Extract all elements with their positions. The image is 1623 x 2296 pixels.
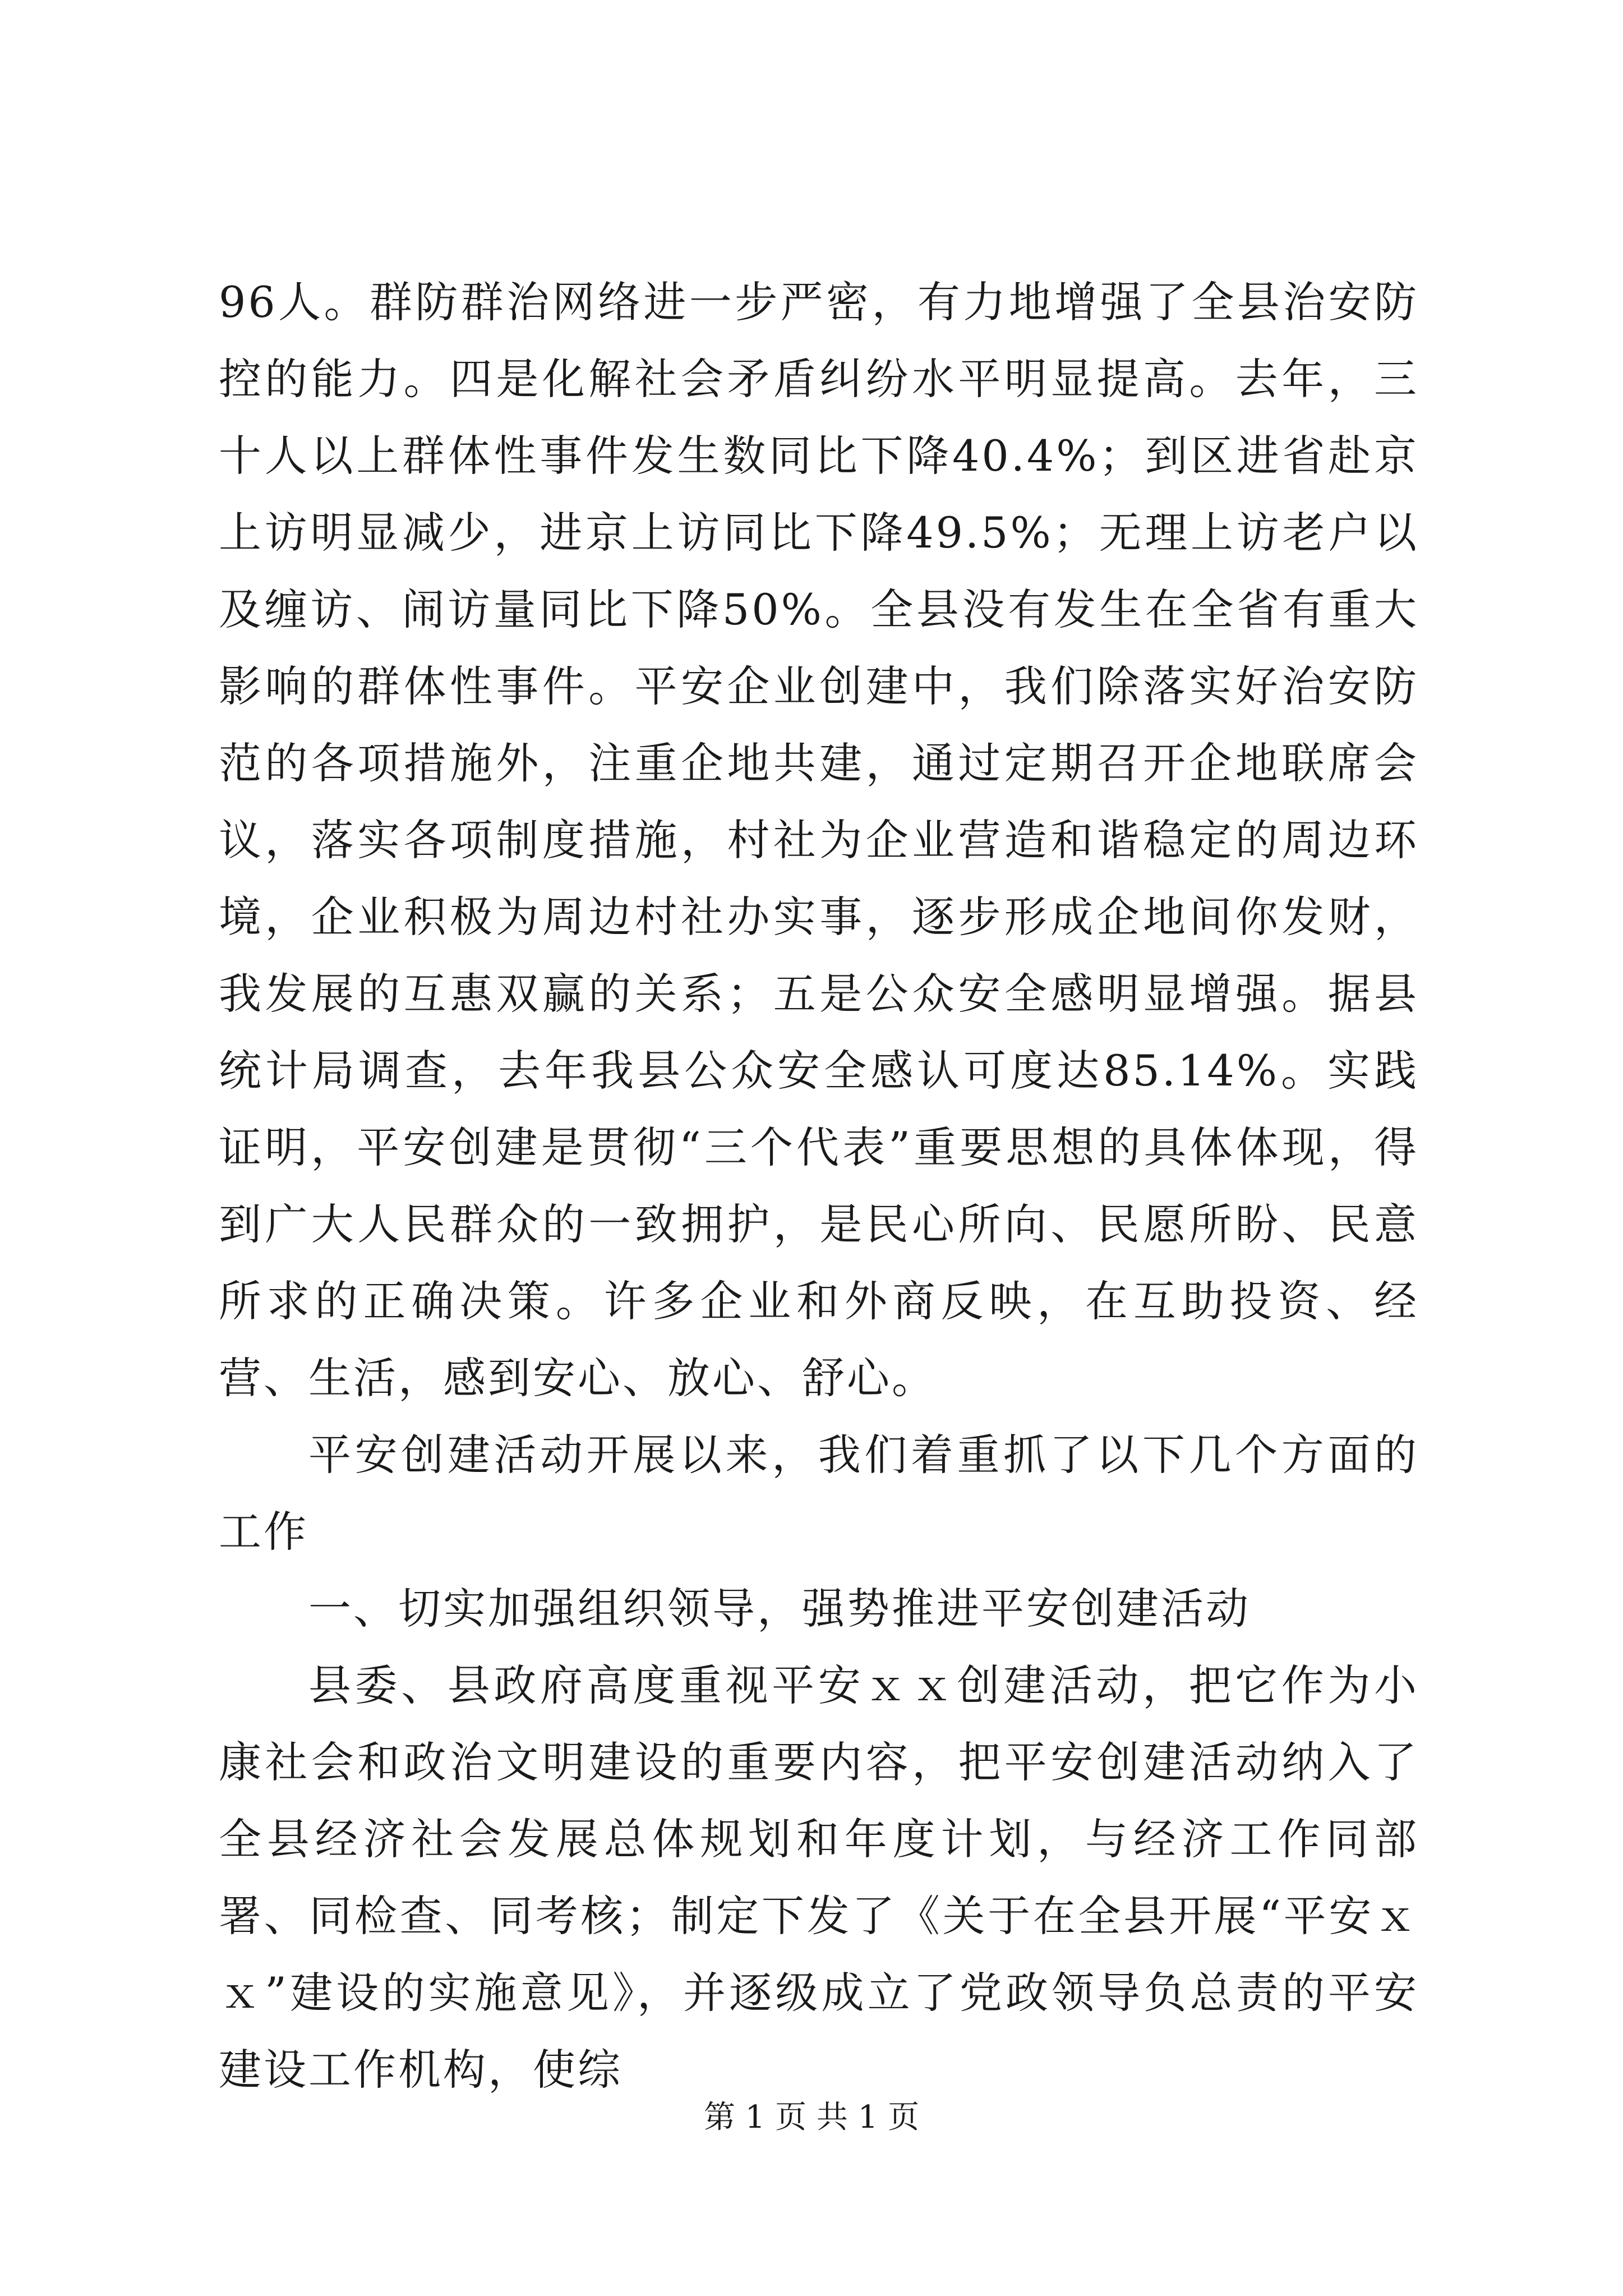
section-heading-one: 一、切实加强组织领导，强势推进平安创建活动 (308, 1584, 1251, 1634)
page-footer: 第 1 页 共 1 页 (703, 2099, 920, 2136)
paragraph-county-leadership: 县委、县政府高度重视平安ｘｘ创建活动，把它作为小康社会和政治文明建设的重要内容，把平安创建活动纳入了全县经济社会发展总体规划和年度计划，与经济工作同部署、同检查、同考核；制定下发了《关于在全县开展“平安ｘｘ”建设的实施意见》，并逐级成立了党政领导负总责的平安建设工作机构，使综 (219, 1660, 1419, 2095)
document-body (219, 264, 1419, 2108)
paragraph-continued: 96人。群防群治网络进一步严密，有力地增强了全县治安防控的能力。四是化解社会矛盾纠纷水平明显提高。去年，三十人以上群体性事件发生数同比下降40.4%；到区进省赴京上访明显减少，进京上访同比下降49.5%；无理上访老户以及缠访、闹访量同比下降50%。全县没有发生在全省有重大影响的群体性事件。平安企业创建中，我们除落实好治安防范的各项措施外，注重企地共建，通过定期召开企地联席会议，落实各项制度措施，村社为企业营造和谐稳定的周边环境，企业积极为周边村社办实事，逐步形成企地间你发财，我发展的互惠双赢的关系；五是公众安全感明显增强。据县统计局调查，去年我县公众安全感认可度达85.14%。实践证明，平安创建是贯彻“三个代表”重要思想的具体体现，得到广大人民群众的一致拥护，是民心所向、民愿所盼、民意所求的正确决策。许多企业和外商反映，在互助投资、经营、生活，感到安心、放心、舒心。 (219, 277, 1419, 1403)
paragraph-work-intro: 平安创建活动开展以来，我们着重抓了以下几个方面的工作 (219, 1430, 1419, 1557)
